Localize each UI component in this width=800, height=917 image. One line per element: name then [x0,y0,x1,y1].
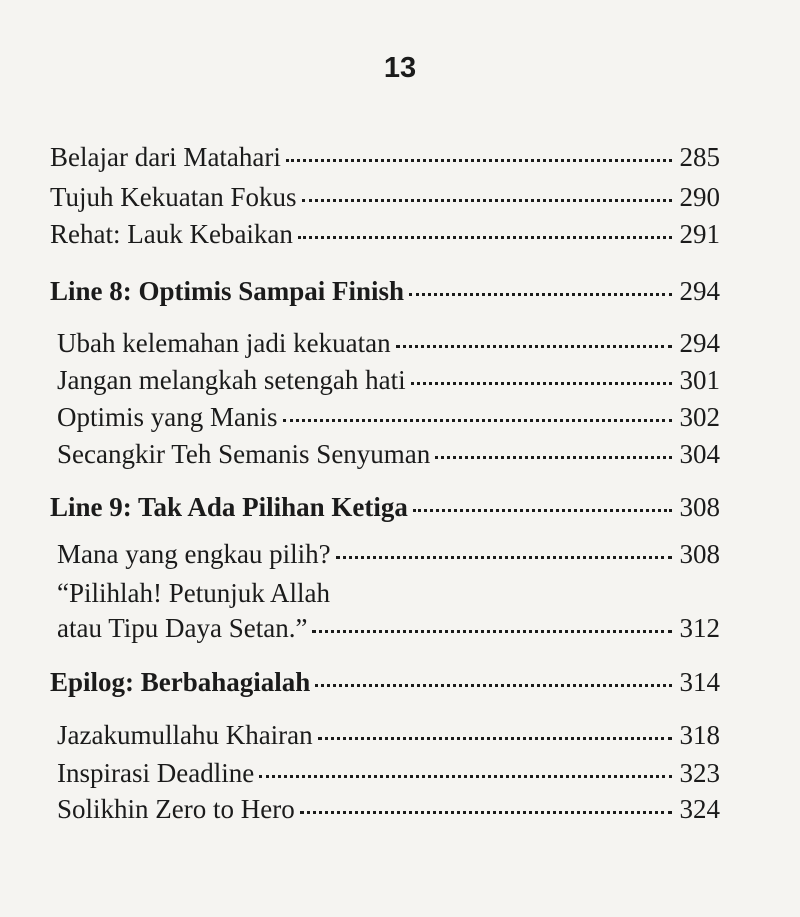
toc-entry-title: Jazakumullahu Khairan [57,720,313,750]
toc-entry-title: Solikhin Zero to Hero [57,794,295,824]
toc-entry-page: 323 [679,758,720,788]
toc-entry-tujuh-kekuatan-fokus[interactable] [50,180,720,214]
toc-entry-page: 304 [679,439,720,469]
toc-section-epilog[interactable] [50,665,720,699]
toc-entry-page: 285 [679,142,720,172]
toc-section-line-8[interactable] [50,274,720,308]
dot-leader [411,382,672,385]
toc-entry-page: 301 [679,365,720,395]
toc-section-page: 308 [679,492,720,522]
toc-entry-title: Belajar dari Matahari [50,142,281,172]
toc-entry-inspirasi-deadline[interactable] [57,756,720,790]
toc-entry-secangkir-teh[interactable] [57,437,720,471]
toc-entry-rehat-lauk-kebaikan[interactable] [50,217,720,251]
toc-entry-title: Secangkir Teh Semanis Senyuman [57,439,431,469]
toc-entry-optimis-yang-manis[interactable] [57,400,720,434]
toc-section-title: Epilog: Berbahagialah [50,667,311,697]
toc-entry-page: 324 [679,794,720,824]
dot-leader [298,236,672,239]
toc-entry-page: 308 [679,539,720,569]
toc-entry-page: 318 [679,720,720,750]
dot-leader [435,456,671,459]
toc-entry-title: Optimis yang Manis [57,402,278,432]
toc-entry-jazakumullahu-khairan[interactable] [57,718,720,752]
toc-entry-jangan-melangkah[interactable] [57,363,720,397]
toc-section-page: 314 [679,667,720,697]
dot-leader [318,737,672,740]
dot-leader [312,630,671,633]
dot-leader [336,556,672,559]
toc-entry-title: Mana yang engkau pilih? [57,539,331,569]
toc-entry-page: 290 [679,182,720,212]
toc-entry-title: “Pilihlah! Petunjuk Allah [57,578,330,608]
page-number: 13 [383,52,417,84]
toc-section-title: Line 9: Tak Ada Pilihan Ketiga [50,492,408,522]
toc-section-page: 294 [679,276,720,306]
toc-entry-mana-yang-engkau-pilih[interactable] [57,537,720,571]
toc-entry-title: Jangan melangkah setengah hati [57,365,406,395]
dot-leader [286,159,672,162]
toc-section-title: Line 8: Optimis Sampai Finish [50,276,405,306]
toc-entry-page: 302 [679,402,720,432]
dot-leader [300,811,672,814]
dot-leader [413,509,672,512]
toc-entry-pilihlah-line-1[interactable] [57,576,720,610]
toc-entry-ubah-kelemahan[interactable] [57,326,720,360]
toc-section-line-9[interactable] [50,490,720,524]
toc-entry-title: Rehat: Lauk Kebaikan [50,219,293,249]
toc-entry-pilihlah-line-2[interactable] [57,611,720,645]
toc-entry-solikhin-zero-to-hero[interactable] [57,792,720,826]
toc-entry-page: 291 [679,219,720,249]
toc-entry-page: 312 [679,613,720,643]
toc-entry-page: 294 [679,328,720,358]
toc-entry-title: Inspirasi Deadline [57,758,255,788]
dot-leader [302,199,672,202]
dot-leader [409,293,671,296]
dot-leader [259,775,671,778]
toc-entry-title: atau Tipu Daya Setan.” [57,613,308,643]
toc-entry-belajar-dari-matahari[interactable] [50,140,720,174]
toc-entry-title: Tujuh Kekuatan Fokus [50,182,297,212]
dot-leader [396,345,672,348]
dot-leader [283,419,672,422]
dot-leader [315,684,671,687]
toc-entry-title: Ubah kelemahan jadi kekuatan [57,328,391,358]
